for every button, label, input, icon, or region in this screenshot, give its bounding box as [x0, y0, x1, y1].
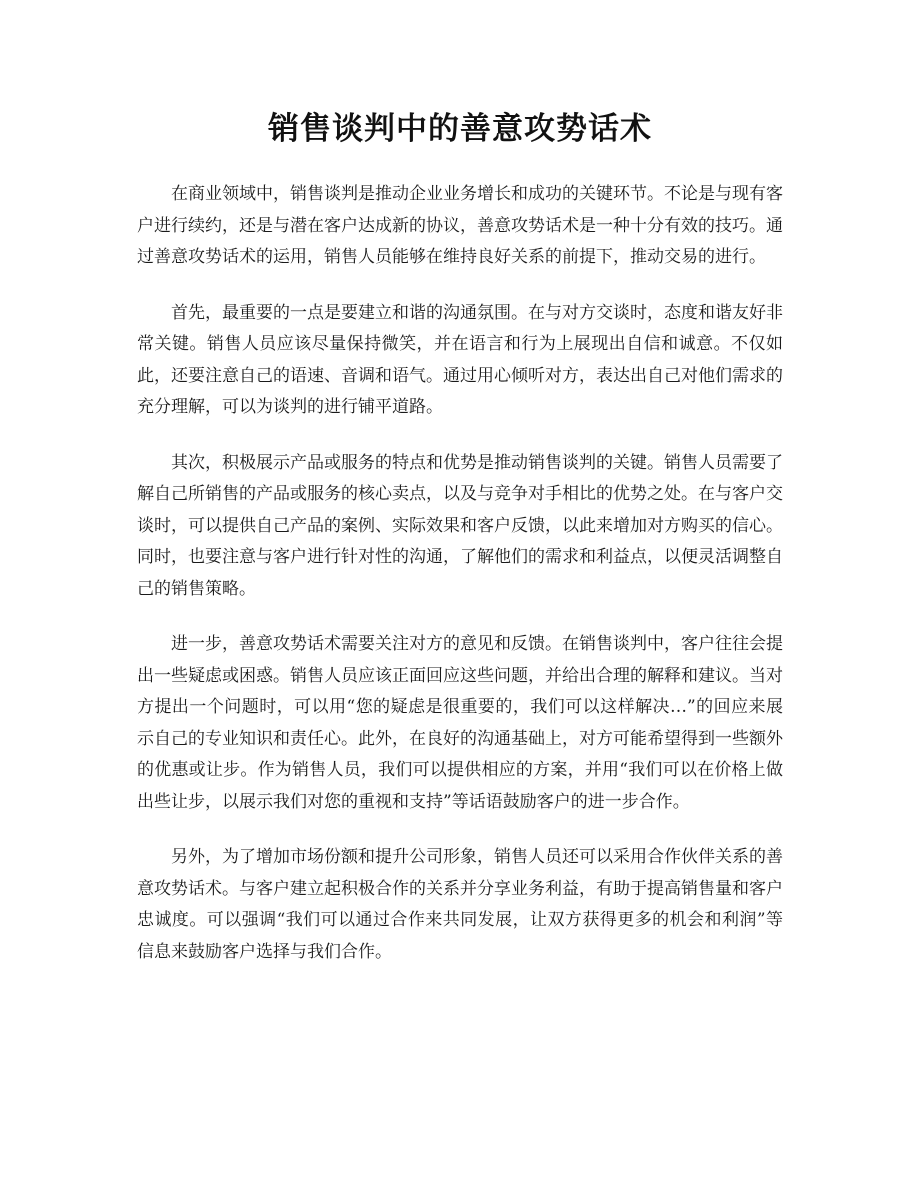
paragraph-partnership: 另外，为了增加市场份额和提升公司形象，销售人员还可以采用合作伙伴关系的善意攻势话术。与客户建立起积极合作的关系并分享业务利益，有助于提高销售量和客户忠诚度。可以强调“我们可以通过合作来共同发展，让双方获得更多的机会和利润”等信息来鼓励客户选择与我们合作。: [137, 847, 783, 962]
paragraph-intro: 在商业领域中，销售谈判是推动企业业务增长和成功的关键环节。不论是与现有客户进行续约，还是与潜在客户达成新的协议，善意攻势话术是一种十分有效的技巧。通过善意攻势话术的运用，销售人员能够在维持良好关系的前提下，推动交易的进行。: [137, 184, 783, 267]
paragraph-product-advantages: 其次，积极展示产品或服务的特点和优势是推动销售谈判的关键。销售人员需要了解自己所销售的产品或服务的核心卖点，以及与竞争对手相比的优势之处。在与客户交谈时，可以提供自己产品的案例、实际效果和客户反馈，以此来增加对方购买的信心。同时，也要注意与客户进行针对性的沟通，了解他们的需求和利益点，以便灵活调整自己的销售策略。: [137, 452, 783, 599]
document-body: [137, 179, 783, 992]
document-title: 销售谈判中的善意攻势话术: [268, 111, 652, 147]
paragraph-feedback: 进一步，善意攻势话术需要关注对方的意见和反馈。在销售谈判中，客户往往会提出一些疑虑或困惑。销售人员应该正面回应这些问题，并给出合理的解释和建议。当对方提出一个问题时，可以用“您的疑虑是很重要的，我们可以这样解决…”的回应来展示自己的专业知识和责任心。此外，在良好的沟通基础上，对方可能希望得到一些额外的优惠或让步。作为销售人员，我们可以提供相应的方案，并用“我们可以在价格上做出些让步，以展示我们对您的重视和支持”等话语鼓励客户的进一步合作。: [137, 634, 783, 812]
paragraph-communication: 首先，最重要的一点是要建立和谐的沟通氛围。在与对方交谈时，态度和谐友好非常关键。销售人员应该尽量保持微笑，并在语言和行为上展现出自信和诚意。不仅如此，还要注意自己的语速、音调和语气。通过用心倾听对方，表达出自己对他们需求的充分理解，可以为谈判的进行铺平道路。: [137, 302, 783, 417]
